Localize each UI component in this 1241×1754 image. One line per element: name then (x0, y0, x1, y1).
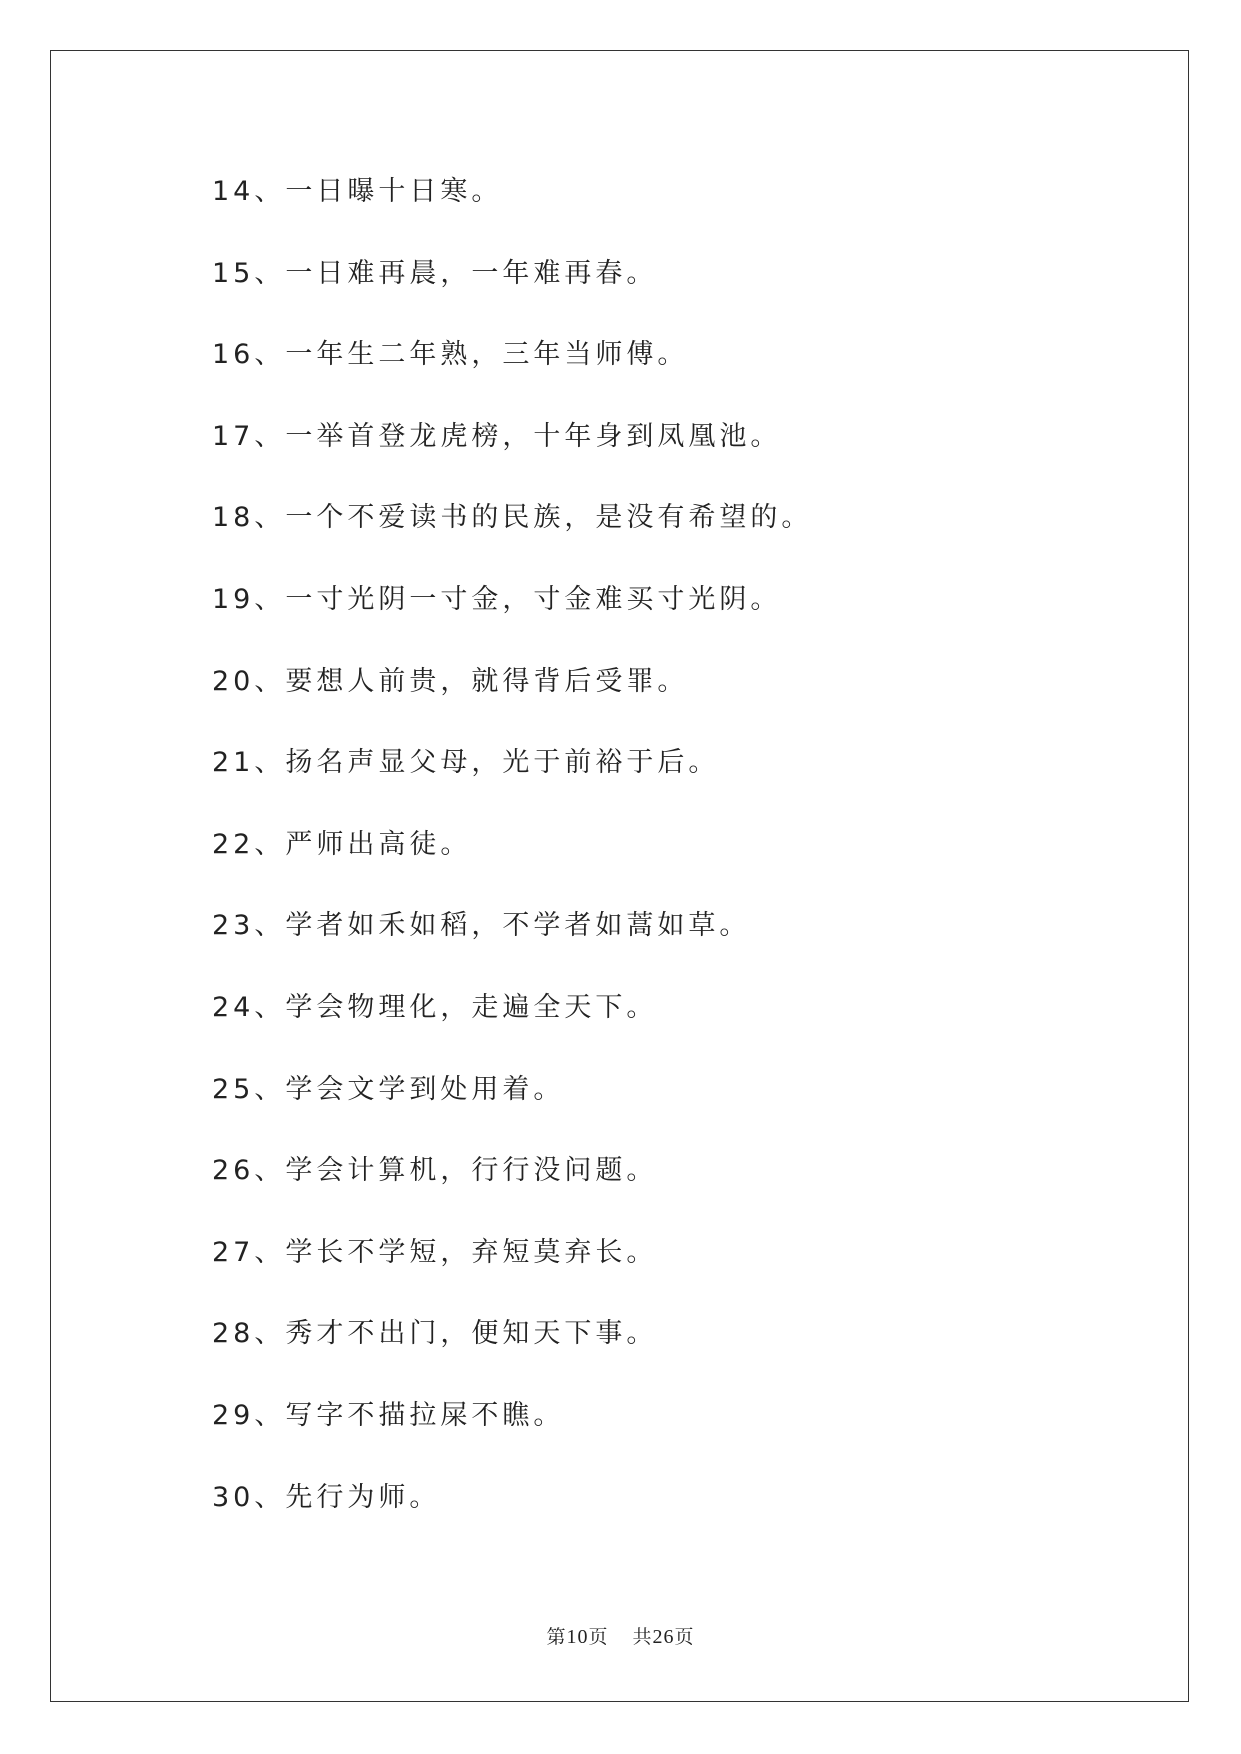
list-item: 21、扬名声显父母，光于前裕于后。 (212, 747, 720, 779)
list-item: 19、一寸光阴一寸金，寸金难买寸光阴。 (212, 583, 782, 615)
proverb-list (212, 168, 812, 1555)
list-item: 26、学会计算机，行行没问题。 (212, 1155, 658, 1187)
list-item: 23、学者如禾如稻，不学者如蒿如草。 (212, 910, 751, 942)
list-item: 18、一个不爱读书的民族，是没有希望的。 (212, 502, 813, 534)
list-item: 24、学会物理化，走遍全天下。 (212, 991, 658, 1023)
total-suffix: 页 (674, 1626, 695, 1648)
list-item: 30、先行为师。 (212, 1481, 441, 1513)
list-item: 17、一举首登龙虎榜，十年身到凤凰池。 (212, 420, 782, 452)
list-item: 25、学会文学到处用着。 (212, 1073, 565, 1105)
page-footer (0, 1622, 1241, 1649)
list-item: 16、一年生二年熟，三年当师傅。 (212, 339, 689, 371)
list-item: 27、学长不学短，弃短莫弃长。 (212, 1236, 658, 1268)
list-item: 20、要想人前贵，就得背后受罪。 (212, 665, 689, 697)
total-pages: 26 (652, 1626, 675, 1648)
list-item: 29、写字不描拉屎不瞧。 (212, 1399, 565, 1431)
list-item: 28、秀才不出门，便知天下事。 (212, 1318, 658, 1350)
page-suffix: 页 (588, 1626, 609, 1648)
page-prefix: 第 (546, 1626, 567, 1648)
list-item: 22、严师出高徒。 (212, 828, 472, 860)
list-item: 14、一日曝十日寒。 (212, 176, 503, 207)
total-prefix: 共 (632, 1626, 653, 1648)
page-number: 10 (566, 1626, 589, 1648)
list-item: 15、一日难再晨，一年难再春。 (212, 257, 658, 289)
